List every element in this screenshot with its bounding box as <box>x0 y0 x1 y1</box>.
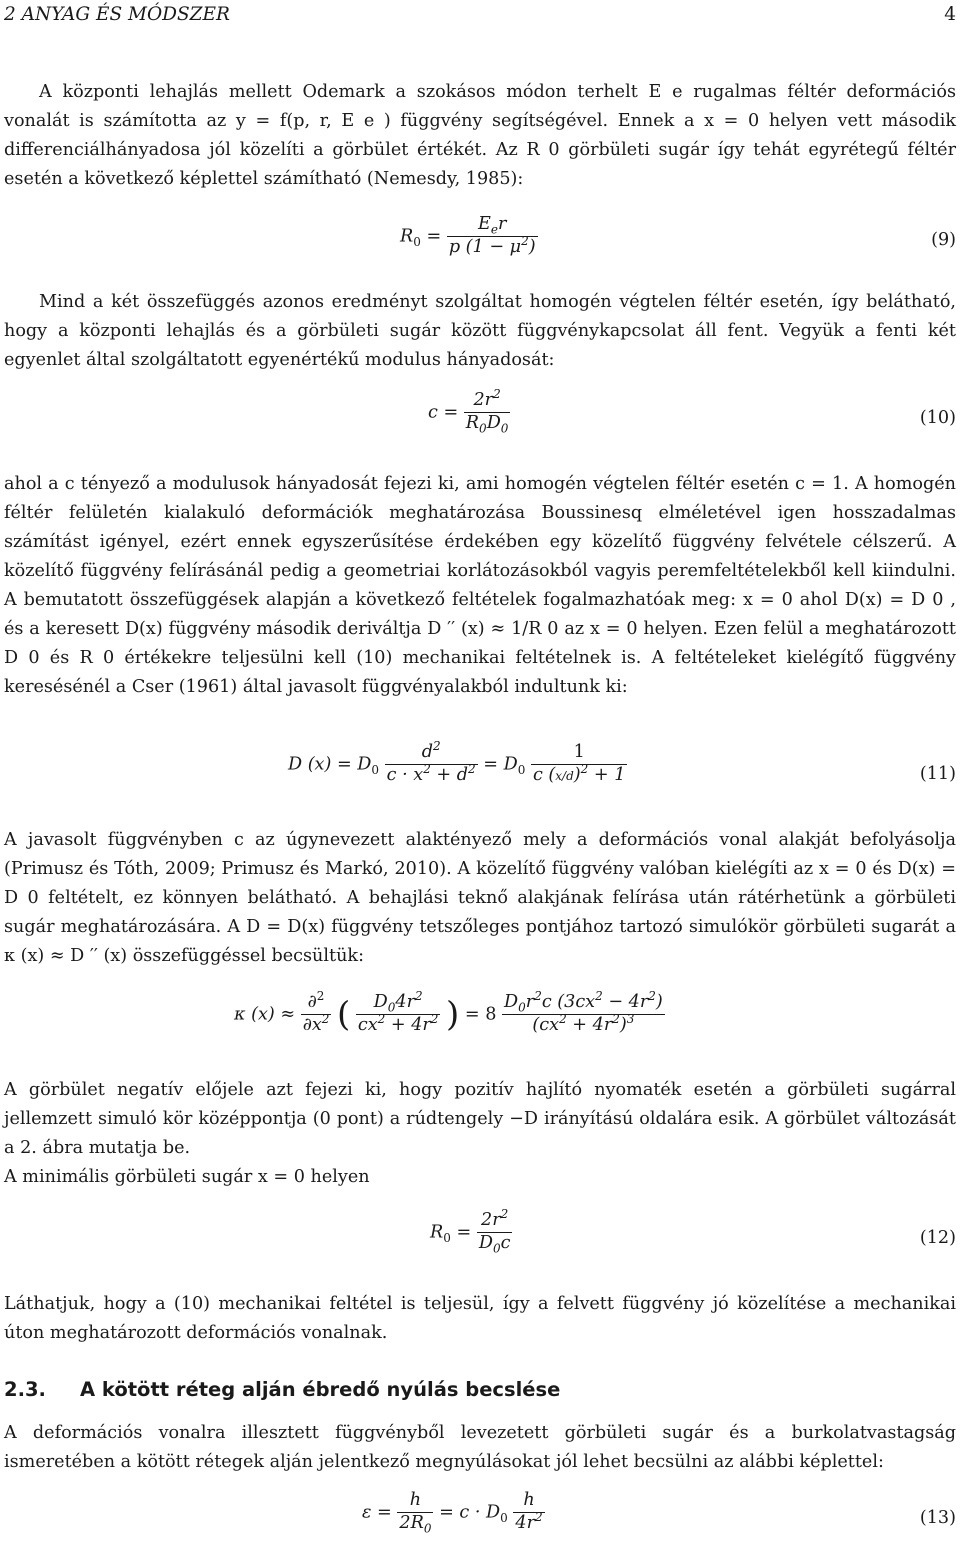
running-header <box>4 4 956 30</box>
equation-11 <box>4 739 956 812</box>
paragraph-7 <box>4 1290 956 1348</box>
eq-kappa-derivative-numerator: ∂$^2$ <box>307 989 325 1012</box>
eq9-denominator: p $(1 - \mu^2)$ <box>448 234 536 257</box>
equation-kappa-body <box>234 989 665 1037</box>
equation-13-body: ε = $\frac{h}{2R_0}$ = $c \cdot D_0$ $\frac{h}{4r^2}$ <box>362 1490 543 1536</box>
eq-kappa-middle: = 8 <box>464 1004 497 1025</box>
eq-kappa-result-fraction <box>502 989 665 1037</box>
eq11-frac2-numerator: 1 <box>573 742 585 762</box>
paragraph-5 <box>4 1076 956 1163</box>
eq-kappa-inner-denominator: $cx^2 + 4r^2$ <box>357 1012 439 1035</box>
eq12-number: (12) <box>919 1228 956 1248</box>
eq13-frac2-numerator: h <box>523 1490 535 1510</box>
eq-kappa-right-paren: ) <box>446 994 460 1035</box>
paragraph-2 <box>4 288 956 375</box>
eq-kappa-inner-numerator: $D_04r^2$ <box>373 989 423 1015</box>
eq9-lhs: R <box>400 226 414 247</box>
eq13-lhs: ε = <box>362 1502 392 1523</box>
eq-kappa-left-paren: ( <box>336 994 351 1035</box>
eq-kappa-derivative <box>301 989 332 1037</box>
eq13-frac1-denominator: $2R_0$ <box>399 1512 432 1536</box>
equation-13 <box>4 1490 956 1552</box>
eq11-frac1-numerator: $d^2$ <box>421 739 441 762</box>
header-section-title: 2 ANYAG ÉS MÓDSZER <box>4 4 230 25</box>
equation-10 <box>4 387 956 452</box>
equation-11-body: D $(x) = D_0$ $\frac{d^2}{c \cdot x^2 + d^2}$ = $D_0$ $\frac{1}{c (x/d)^2 + 1}$ <box>288 739 626 785</box>
equation-9 <box>4 214 956 274</box>
eq-kappa-result-numerator: $D_0r^2c$ $(3cx^2 - 4r^2)$ <box>504 989 663 1015</box>
eq-kappa-inner-fraction <box>356 989 441 1037</box>
eq10-number: (10) <box>919 408 956 428</box>
eq11-lhs: D (x) = D <box>288 754 372 775</box>
equation-10-body: c = $\frac{2r^2}{R_0D_0}$ <box>428 387 509 436</box>
equation-kappa <box>4 989 956 1066</box>
eq11-number: (11) <box>919 764 956 784</box>
equation-12-body: $R_0$ = $\frac{2r^2}{D_0c}$ <box>430 1207 511 1256</box>
header-page-number: 4 <box>944 4 956 25</box>
paragraph-2-text: Mind a két összefüggés azonos eredményt szolgáltat homogén végtelen féltér esetén, így belátható, hogy a központi lehajlás és a görbületi sugár között függvénykapcsolat áll fent. Vegyük a fenti két egyenlet által szolgáltatott egyenértékű modulus hányadosát: <box>4 292 956 370</box>
section-title: A kötött réteg alján ébredő nyúlás becslése <box>80 1378 561 1401</box>
eq13-fraction-1 <box>397 1490 433 1535</box>
eq13-frac1-numerator: h <box>409 1490 422 1510</box>
paragraph-8-text: A deformációs vonalra illesztett függvényből levezetett görbületi sugár és a burkolatvastagság ismeretében a kötött rétegek alján jelentkező megnyúlásokat jól lehet becsülni az alábbi képlettel: <box>4 1423 956 1472</box>
eq12-numerator: $2r^2$ <box>481 1207 509 1230</box>
eq-kappa-result-denominator: $(cx^2 + 4r^2)^3$ <box>502 1014 665 1037</box>
paragraph-1-text: A központi lehajlás mellett Odemark a szokásos módon terhelt E e rugalmas féltér deformációs vonalát is számította az y = f(p, r, E e ) függvény segítségével. Ennek a x = 0 helyen vett második differenciálhányadosa jól közelíti a görbület értékét. Az R 0 görbületi sugár így tehát egyrétegű féltér esetén a következő képlettel számítható (Nemesdy, 1985): <box>4 82 956 189</box>
eq13-number: (13) <box>919 1508 956 1528</box>
eq13-frac2-denominator: $4r^2$ <box>515 1510 543 1533</box>
paragraph-4 <box>4 826 956 971</box>
eq11-fraction-2 <box>531 742 627 787</box>
eq9-numerator: $E_er$ <box>478 214 507 237</box>
paragraph-6-text: A minimális görbületi sugár x = 0 helyen <box>4 1167 370 1187</box>
paragraph-5-text: A görbület negatív előjele azt fejezi ki, hogy pozitív hajlító nyomaték esetén a görbületi sugárral jellemzett simuló kör középpontja (0 pont) a rúdtengely −D irányítású oldalára esik. A görbület változását a 2. ábra mutatja be. <box>4 1080 956 1158</box>
eq9-number: (9) <box>931 230 956 250</box>
paragraph-3 <box>4 470 956 702</box>
eq13-middle: = c · D <box>439 1502 501 1523</box>
eq12-fraction <box>477 1207 513 1256</box>
eq12-denominator: $D_0c$ <box>478 1232 511 1256</box>
paragraph-4-text: A javasolt függvényben c az úgynevezett alaktényező mely a deformációs vonal alakját befolyásolja (Primusz és Tóth, 2009; Primusz és Markó, 2010). A közelítő függvény valóban kielégíti az x = 0 és D(x) = D 0 feltételt, ez könnyen belátható. A behajlási teknő alakjának felírása után rátérhetünk a görbületi sugár meghatározására. A D = D(x) függvény tetszőleges pontjához tartozó simulókör görbületi sugarát a κ (x) ≈ D ′′ (x) összefüggéssel becsültük: <box>4 830 956 966</box>
paragraph-1 <box>4 78 956 194</box>
eq9-lhs-sub: 0 <box>413 235 421 249</box>
section-heading <box>4 1378 560 1401</box>
eq10-lhs: c <box>428 402 438 423</box>
section-number: 2.3. <box>4 1378 46 1401</box>
paragraph-6 <box>4 1163 956 1192</box>
eq12-lhs: R <box>430 1222 444 1243</box>
eq9-fraction <box>447 214 538 259</box>
eq11-fraction-1 <box>385 739 478 787</box>
eq-kappa-derivative-denominator: $\partial x^2$ <box>302 1012 330 1035</box>
eq-kappa-lhs: κ (x) ≈ <box>234 1004 296 1025</box>
eq11-frac2-denominator: c $(x/d)^2 + 1$ <box>532 762 626 785</box>
paragraph-8 <box>4 1419 956 1477</box>
equation-9-body: $R_0$ = $\frac{E_er}{p (1 - \mu^2)}$ <box>400 214 536 257</box>
equation-12 <box>4 1207 956 1274</box>
eq11-frac1-denominator: $c \cdot x^2 + d^2$ <box>386 762 476 785</box>
eq10-fraction <box>464 387 511 436</box>
eq10-denominator: $R_0D_0$ <box>465 412 509 436</box>
paragraph-3-text: ahol a c tényező a modulusok hányadosát fejezi ki, ami homogén végtelen féltér esetén c = 1. A homogén féltér felületén kialakuló deformációk meghatározása Boussinesq elméletével igen hosszadalmas számítást igényel, ezért ennek egyszerűsítése érdekében egy közelítő függvény felvétele célszerű. A közelítő függvény felírásánál pedig a geometriai korlátozásokból vagyis peremfeltételekből kell kiindulni. A bemutatott összefüggések alapján a következő feltételek fogalmazhatóak meg: x = 0 ahol D(x) = D 0 , és a keresett D(x) függvény második deriváltja D ′′ (x) ≈ 1/R 0 az x = 0 helyen. Ezen felül a meghatározott D 0 és R 0 értékekre teljesülni kell (10) mechanikai feltételnek is. A feltételeket kielégítő függvény keresésénél a Cser (1961) által javasolt függvényalakból indultunk ki: <box>4 474 956 697</box>
eq13-fraction-2 <box>513 1490 544 1535</box>
paragraph-7-text: Láthatjuk, hogy a (10) mechanikai feltétel is teljesül, így a felvett függvény jó közelítése a mechanikai úton meghatározott deformációs vonalnak. <box>4 1294 956 1343</box>
eq10-numerator: $2r^2$ <box>473 387 501 410</box>
eq11-middle: = D <box>483 754 518 775</box>
